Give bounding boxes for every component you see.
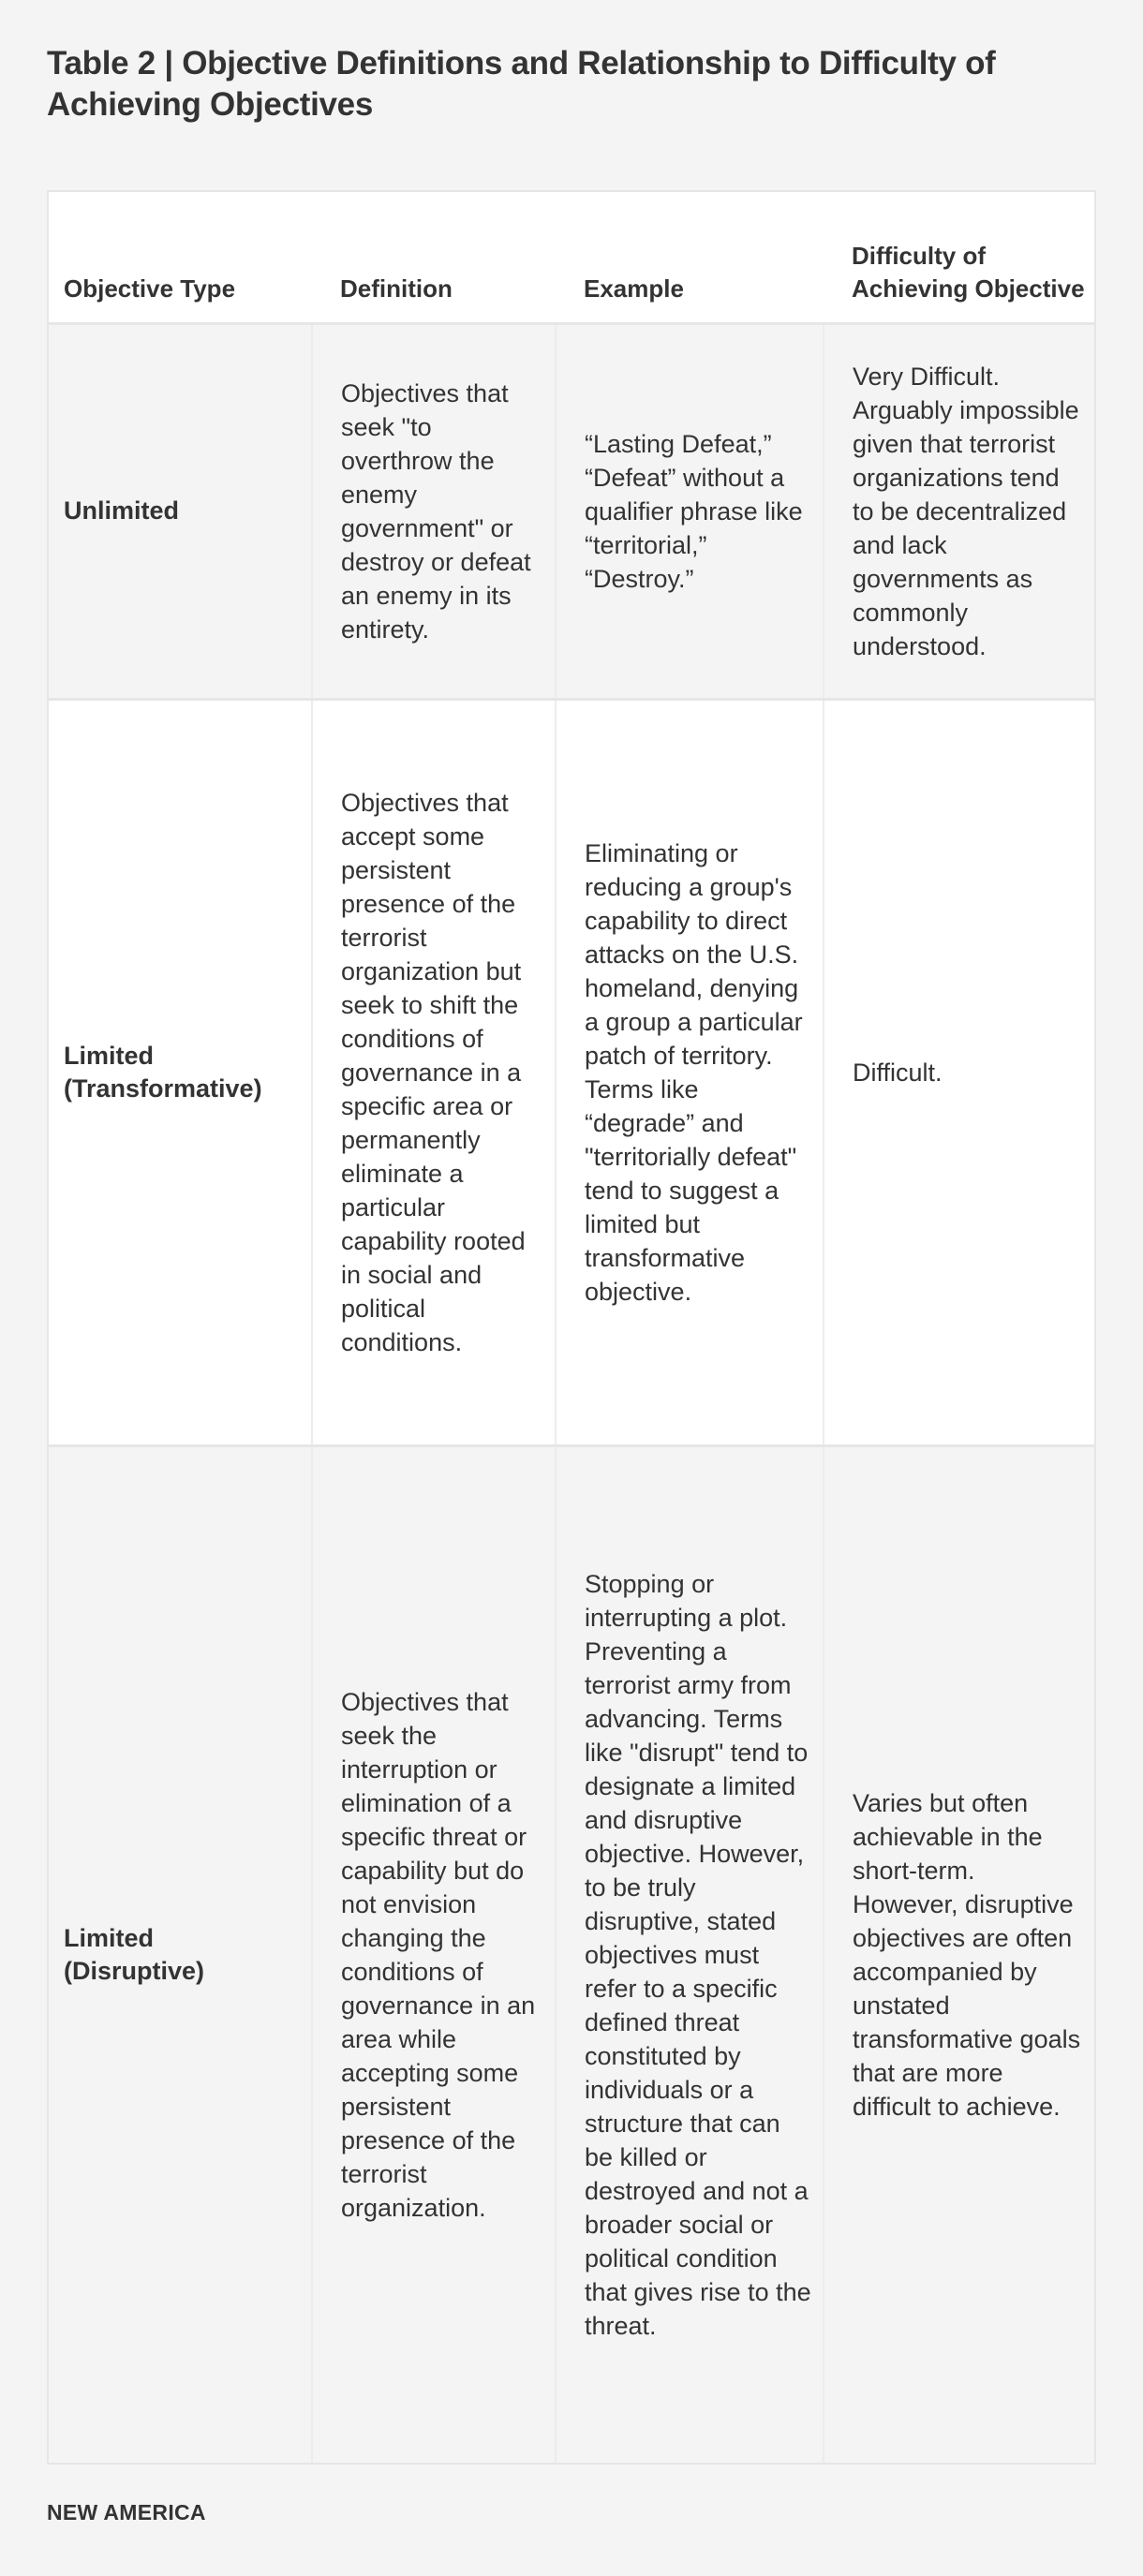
cell-difficulty: Very Difficult. Arguably impossible given that terrorist organizations tend to be decentralized and lack governments as commonly understood. (824, 323, 1094, 699)
cell-objective-type: Limited (Transformative) (49, 699, 312, 1445)
table-body (49, 323, 1094, 2463)
table-row (49, 699, 1094, 1445)
cell-example: Eliminating or reducing a group's capability to direct attacks on the U.S. homeland, denying a group a particular patch of territory. Terms like “degrade” and "territorially defeat" tend to suggest a limited but transformative objective. (556, 699, 824, 1445)
cell-definition: Objectives that seek the interruption or elimination of a specific threat or capability but do not envision changing the conditions of governance in an area while accepting some persistent presence of the terrorist organization. (312, 1445, 556, 2463)
column-header-definition: Definition (312, 192, 556, 323)
objectives-table (47, 190, 1096, 2465)
column-header-difficulty: Difficulty of Achieving Objective (824, 192, 1094, 323)
cell-example: Stopping or interrupting a plot. Preventing a terrorist army from advancing. Terms like "disrupt" tend to designate a limited and disruptive objective. However, to be truly disruptive, stated objectives must refer to a specific defined threat constituted by individuals or a structure that can be killed or destroyed and not a broader social or political condition that gives rise to the threat. (556, 1445, 824, 2463)
cell-difficulty: Difficult. (824, 699, 1094, 1445)
table-row (49, 1445, 1094, 2463)
cell-definition: Objectives that seek "to overthrow the enemy government" or destroy or defeat an enemy in its entirety. (312, 323, 556, 699)
cell-example: “Lasting Defeat,” “Defeat” without a qualifier phrase like “territorial,” “Destroy.” (556, 323, 824, 699)
footer-brand-logo: NEW AMERICA (47, 2500, 206, 2524)
page-title: Table 2 | Objective Definitions and Relationship to Difficulty of Achieving Objectives (47, 45, 996, 123)
column-header-objective-type: Objective Type (49, 192, 312, 323)
table-header-row (49, 192, 1094, 323)
column-header-example: Example (556, 192, 824, 323)
cell-definition: Objectives that accept some persistent presence of the terrorist organization but seek to shift the conditions of governance in a specific area or permanently eliminate a particular capability rooted in social and political conditions. (312, 699, 556, 1445)
objectives-table-grid (49, 192, 1094, 2463)
cell-objective-type: Unlimited (49, 323, 312, 699)
cell-difficulty: Varies but often achievable in the short-term. However, disruptive objectives are often accompanied by unstated transformative goals that are more difficult to achieve. (824, 1445, 1094, 2463)
table-header (49, 192, 1094, 323)
table-row (49, 323, 1094, 699)
cell-objective-type: Limited (Disruptive) (49, 1445, 312, 2463)
